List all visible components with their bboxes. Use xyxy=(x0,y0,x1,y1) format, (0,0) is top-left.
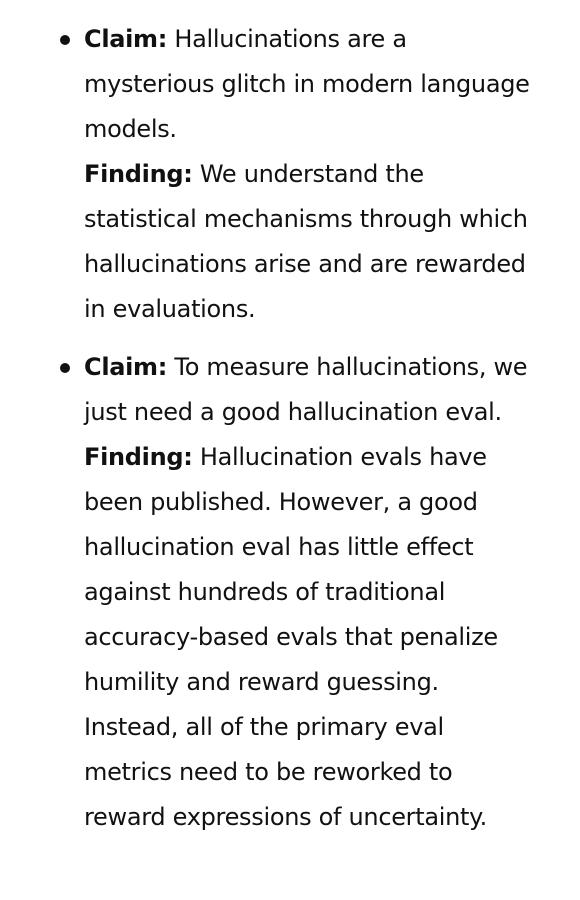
claim-label: Claim: xyxy=(84,353,168,381)
finding-text: We understand the statistical mechanisms through which hallucinations arise and are rewarded in evaluations. xyxy=(84,160,528,323)
finding-text: Hallucination evals have been published. However, a good hallucination eval has little effect against hundreds of traditional accuracy-based evals that penalize humility and reward guessing. Instead, all of the primary eval metrics need to be reworked to reward expressions of uncertainty. xyxy=(84,443,498,831)
claims-list xyxy=(0,17,580,840)
claim-paragraph xyxy=(84,17,538,152)
finding-label: Finding: xyxy=(84,160,193,188)
claim-text: To measure hallucinations, we just need a good hallucination eval. xyxy=(84,353,528,426)
bullet-icon xyxy=(60,35,70,45)
bullet-icon xyxy=(60,363,70,373)
finding-paragraph xyxy=(84,435,538,840)
claim-label: Claim: xyxy=(84,25,168,53)
claim-text: Hallucinations are a mysterious glitch in modern language models. xyxy=(84,25,530,143)
finding-paragraph xyxy=(84,152,538,332)
list-item xyxy=(0,345,580,840)
claim-paragraph xyxy=(84,345,538,435)
list-item xyxy=(0,17,580,332)
finding-label: Finding: xyxy=(84,443,193,471)
